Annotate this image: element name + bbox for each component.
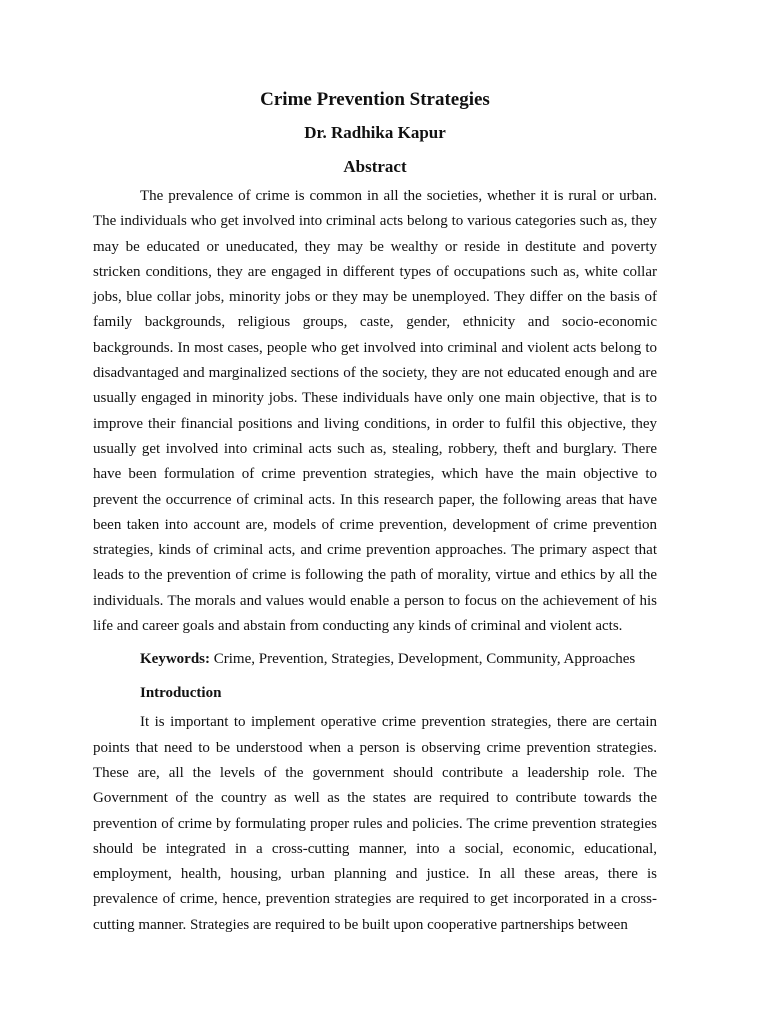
document-page — [93, 86, 657, 938]
abstract-paragraph: The prevalence of crime is common in all the societies, whether it is rural or urban. The individuals who get involved into criminal acts belong to various categories such as, they may be educated or uneducated, they may be wealthy or reside in destitute and poverty stricken conditions, they are engaged in different types of occupations such as, white collar jobs, blue collar jobs, minority jobs or they may be unemployed. They differ on the basis of family backgrounds, religious groups, caste, gender, ethnicity and socio-economic backgrounds. In most cases, people who get involved into criminal and violent acts belong to disadvantaged and marginalized sections of the society, they are not educated enough and are usually engaged in minority jobs. These individuals have only one main objective, that is to improve their financial positions and living conditions, in order to fulfil this objective, they usually get involved into criminal acts such as, stealing, robbery, theft and burglary. There have been formulation of crime prevention strategies, which have the main objective to prevent the occurrence of criminal acts. In this research paper, the following areas that have been taken into account are, models of crime prevention, development of crime prevention strategies, kinds of criminal acts, and crime prevention approaches. The primary aspect that leads to the prevention of crime is following the path of morality, virtue and ethics by all the individuals. The morals and values would enable a person to focus on the achievement of his life and career goals and abstain from conducting any kinds of criminal and violent acts. — [93, 188, 657, 635]
keywords-label: Keywords: — [140, 651, 210, 668]
introduction-heading: Introduction — [140, 685, 222, 702]
author-name: Dr. Radhika Kapur — [304, 123, 446, 142]
paper-title: Crime Prevention Strategies — [260, 89, 490, 110]
introduction-paragraph: It is important to implement operative crime prevention strategies, there are certain points that need to be understood when a person is observing crime prevention strategies. These are, all the levels of the government should contribute a leadership role. The Government of the country as well as the states are required to contribute towards the prevention of crime by formulating proper rules and policies. The crime prevention strategies should be integrated in a cross-cutting manner, into a social, economic, educational, employment, health, housing, urban planning and justice. In all these areas, there is prevalence of crime, hence, prevention strategies are required to get incorporated in a cross-cutting manner. Strategies are required to be built upon cooperative partnerships between — [93, 714, 657, 933]
keywords-line — [140, 647, 657, 672]
keywords-list: Crime, Prevention, Strategies, Development, Community, Approaches — [210, 651, 636, 668]
abstract-heading: Abstract — [343, 157, 407, 176]
